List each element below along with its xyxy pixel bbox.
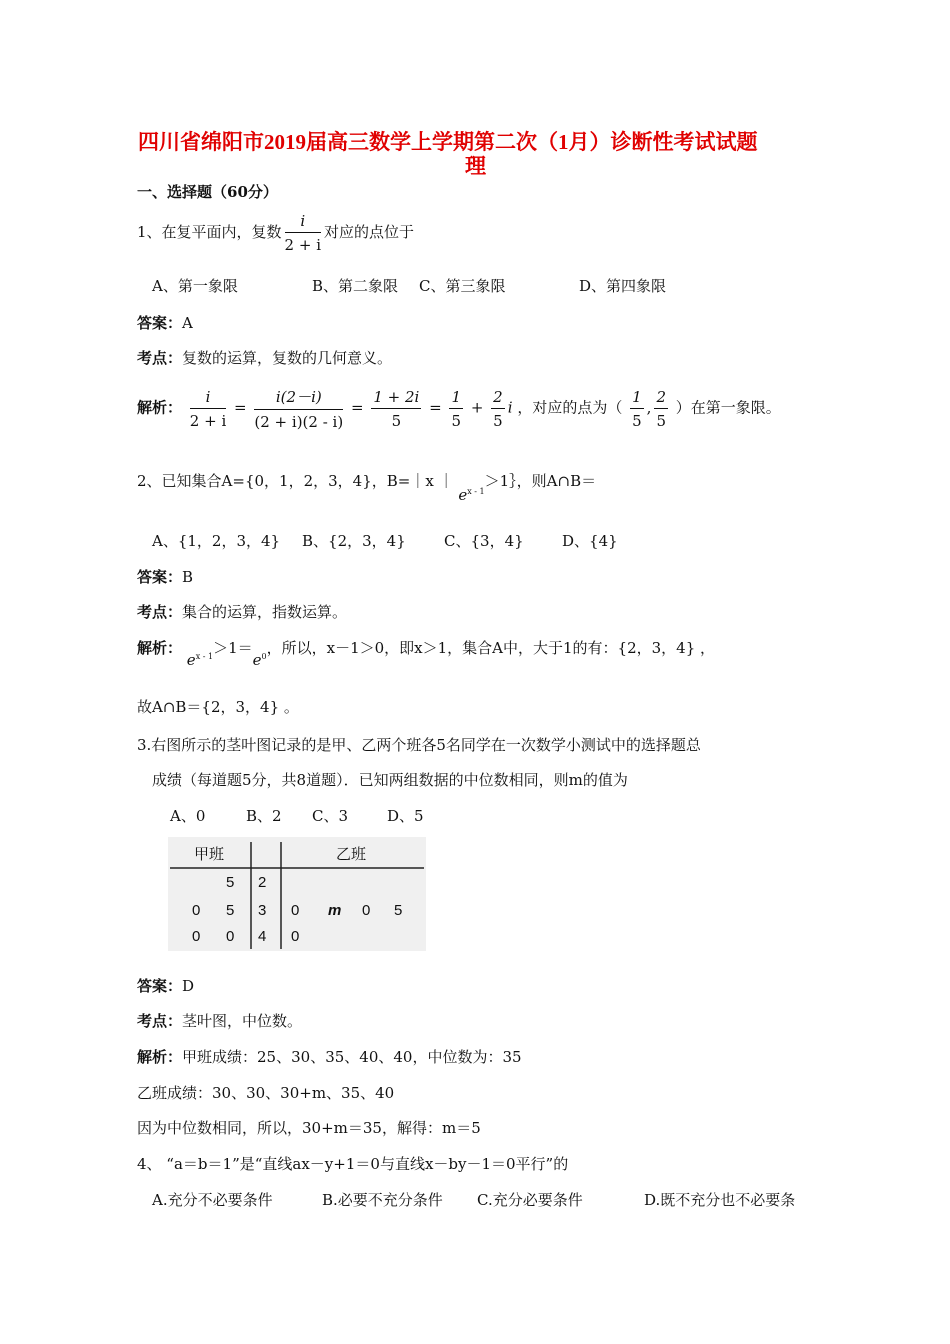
stem: 2 (258, 874, 267, 891)
q1-analysis: 解析： $\frac{i}{2 + i}$ = $\frac{i(2-i)}{(2 + i)(2 - i)}$ = $\frac{1 + 2i}{5}$ = $\frac{1}{5}$ + $\frac{2}{5}$ i ，对应的点为（ $\frac{1}{5}$ , $\frac{2}{5}$ ）在第一象限。 (137, 387, 781, 431)
q4-option-b: B.必要不充分条件 (322, 1191, 443, 1209)
q4-option-a: A.充分不必要条件 (152, 1191, 273, 1209)
q2-knowledge-point: 考点：集合的运算，指数运算。 (137, 603, 348, 621)
leaf-right-m: m (328, 902, 342, 919)
question-3-stem-line2: 成绩（每道题5分，共8道题）．已知两组数据的中位数相同，则m的值为 (152, 771, 628, 789)
q1-answer: 答案：A (137, 314, 193, 332)
section-heading: 一、选择题（60分） (137, 183, 278, 201)
q1-prefix: 1、在复平面内，复数 (137, 223, 282, 241)
q1-suffix: 对应的点位于 (324, 223, 415, 241)
right-header: 乙班 (336, 846, 367, 863)
q3-knowledge-point: 考点：茎叶图，中位数。 (137, 1012, 303, 1030)
q4-option-c: C.充分必要条件 (477, 1191, 583, 1209)
stem-leaf-plot (168, 837, 426, 951)
leaf-right: 5 (394, 902, 403, 919)
stem: 4 (258, 928, 267, 945)
q2-option-d: D、{4} (562, 532, 618, 550)
q1-option-d: D、第四象限 (579, 277, 667, 295)
q3-option-b: B、2 (246, 807, 282, 825)
question-1-stem (137, 212, 414, 254)
q1-analysis-frac-5: $\frac{2}{5}$ (493, 387, 503, 430)
q2-exponential: $e^{x - 1}$ (458, 486, 485, 504)
q1-analysis-frac-2: $\frac{i(2-i)}{(2 + i)(2 - i)}$ (254, 388, 344, 431)
q4-option-d: D.既不充分也不必要条 (644, 1191, 796, 1209)
leaf-right: 0 (291, 928, 300, 945)
q2-option-a: A、{1，2，3，4} (152, 532, 281, 550)
document-title-line1: 四川省绵阳市2019届高三数学上学期第二次（1月）诊断性考试试题 (138, 130, 758, 154)
question-4-stem: 4、 “a＝b＝1”是“直线ax－y+1＝0与直线x－by－1＝0平行”的 (137, 1155, 569, 1173)
q2-analysis: 解析： $e^{x - 1}>1=e^0$，所以，x－1＞0，即x＞1，集合A中，大于1的有：{2，3，4} ， (137, 639, 716, 669)
leaf-right: 0 (362, 902, 371, 919)
q1-analysis-frac-4: $\frac{1}{5}$ (451, 387, 462, 430)
q2-answer: 答案：B (137, 568, 194, 586)
question-2-stem: 2、已知集合A={0，1，2，3，4}，B=｜x ｜ $e^{x - 1}>1\}$，则A∩B＝ (137, 472, 597, 504)
leaf-left: 0 (226, 928, 235, 945)
q3-analysis: 解析：甲班成绩：25、30、35、40、40，中位数为：35 (137, 1048, 522, 1066)
leaf-right: 0 (291, 902, 300, 919)
q3-option-d: D、5 (387, 807, 424, 825)
q1-analysis-frac-3: $\frac{1 + 2i}{5}$ (373, 387, 420, 430)
q3-analysis-line3: 因为中位数相同，所以，30+m＝35，解得：m＝5 (137, 1119, 481, 1137)
q1-option-c: C、第三象限 (419, 277, 506, 295)
q1-point-y: $\frac{2}{5}$ (656, 387, 666, 430)
q2-analysis-line2: 故A∩B＝{2，3，4} 。 (137, 698, 299, 716)
leaf-left: 0 (192, 902, 201, 919)
q1-fraction: $\frac{i}{2 + i}$ (284, 212, 321, 254)
q1-option-b: B、第二象限 (312, 277, 399, 295)
q1-point-x: $\frac{1}{5}$ (632, 387, 642, 430)
q3-answer: 答案：D (137, 977, 195, 995)
q1-knowledge-point: 考点：复数的运算，复数的几何意义。 (137, 349, 393, 367)
leaf-left: 5 (226, 902, 235, 919)
q1-option-a: A、第一象限 (152, 277, 238, 295)
stem: 3 (258, 902, 267, 919)
q2-option-b: B、{2，3，4} (302, 532, 406, 550)
q1-analysis-frac-1: $\frac{i}{2 + i}$ (189, 387, 227, 430)
document-title-line2: 理 (465, 154, 486, 178)
left-header: 甲班 (194, 846, 225, 863)
question-3-stem-line1: 3.右图所示的茎叶图记录的是甲、乙两个班各5名同学在一次数学小测试中的选择题总 (137, 736, 701, 754)
leaf-left: 0 (192, 928, 201, 945)
q2-option-c: C、{3，4} (444, 532, 524, 550)
q3-analysis-line2: 乙班成绩：30、30、30+m、35、40 (137, 1084, 395, 1102)
leaf-left: 5 (226, 874, 235, 891)
q3-option-a: A、0 (170, 807, 206, 825)
q3-option-c: C、3 (312, 807, 349, 825)
